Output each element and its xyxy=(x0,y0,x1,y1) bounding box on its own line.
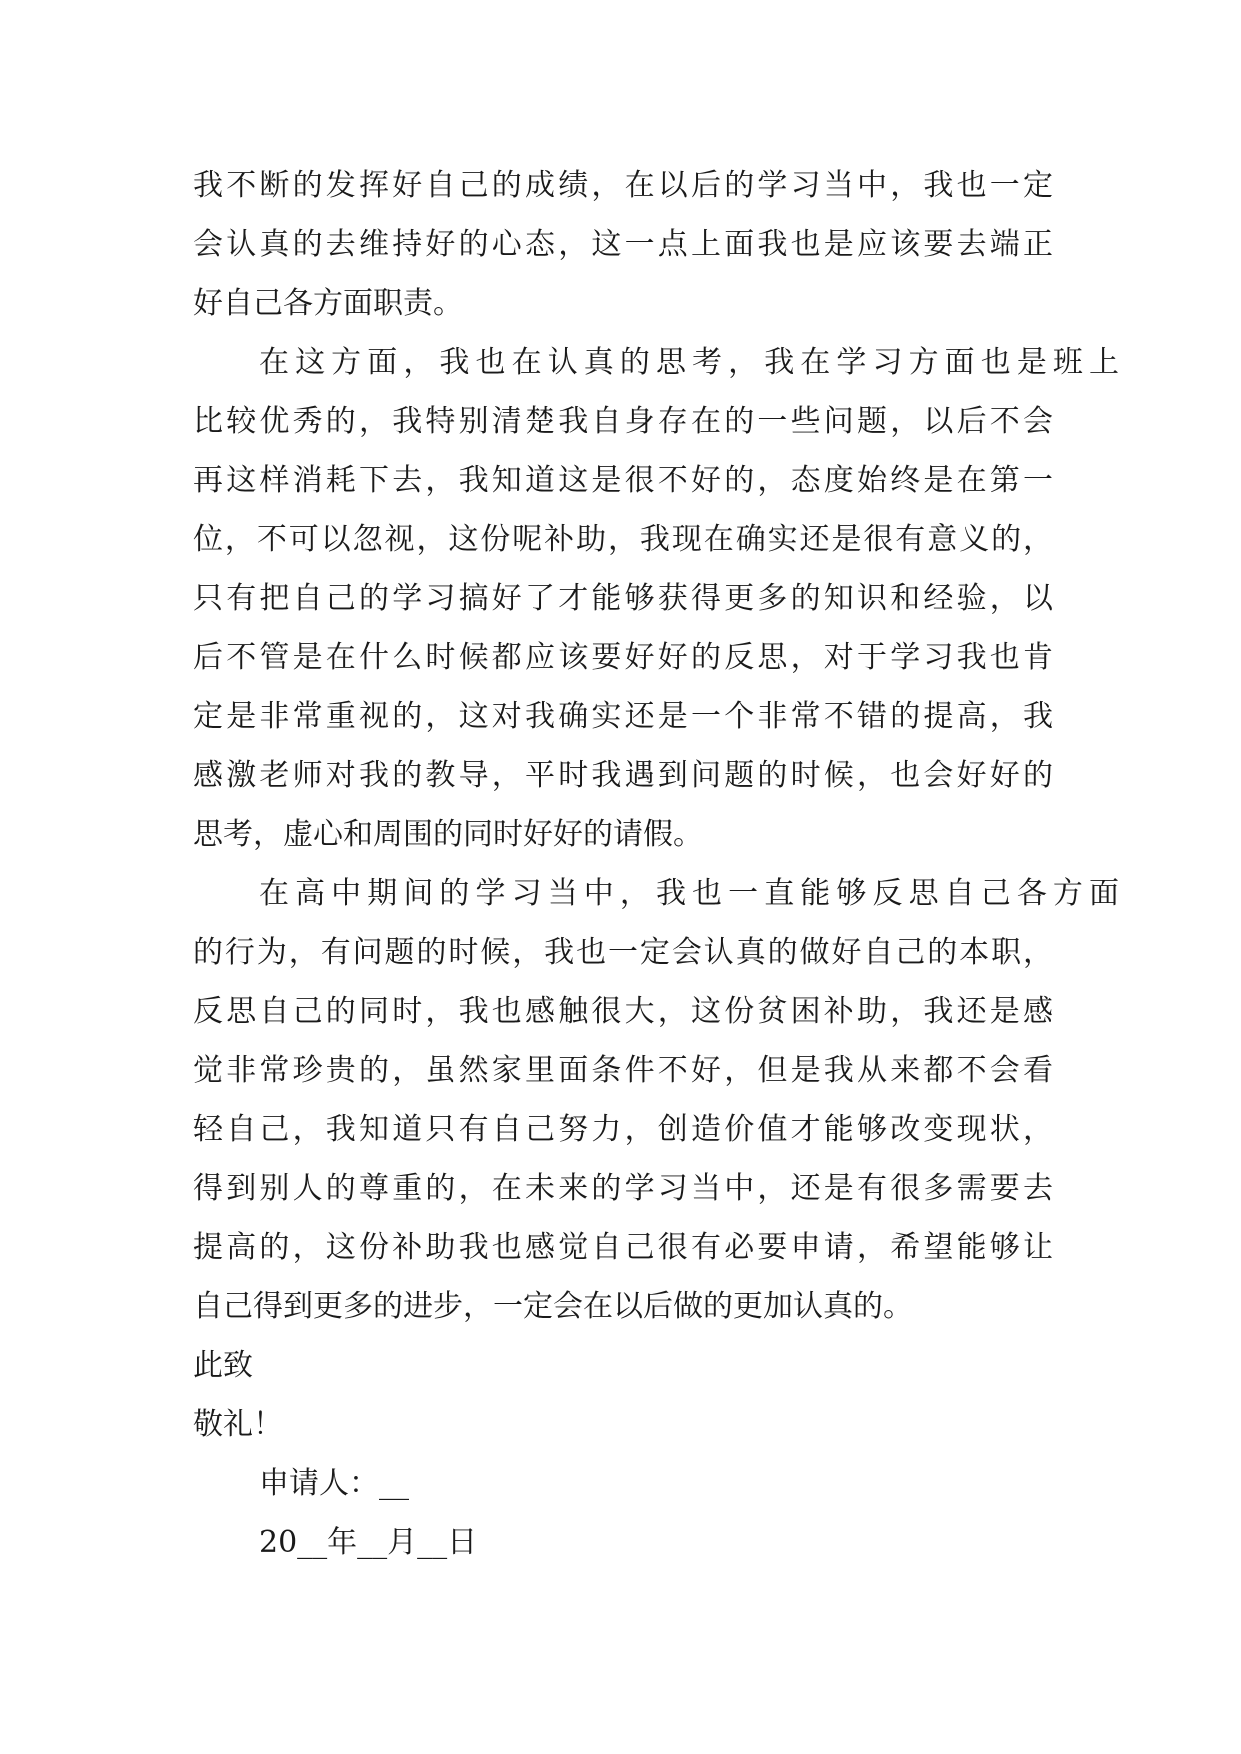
text-line: 后不管是在什么时候都应该要好好的反思，对于学习我也肯 xyxy=(193,640,1053,675)
text-line: 的行为，有问题的时候，我也一定会认真的做好自己的本职， xyxy=(193,935,1053,970)
text-line: 定是非常重视的，这对我确实还是一个非常不错的提高，我 xyxy=(193,699,1053,734)
letter-body xyxy=(193,156,1119,1572)
text-line: 觉非常珍贵的，虽然家里面条件不好，但是我从来都不会看 xyxy=(193,1053,1053,1088)
text-line: 轻自己，我知道只有自己努力，创造价值才能够改变现状， xyxy=(193,1112,1053,1147)
text-line: 我不断的发挥好自己的成绩，在以后的学习当中，我也一定 xyxy=(193,168,1053,203)
closing-salutation: 此致 xyxy=(193,1348,253,1383)
text-line: 好自己各方面职责。 xyxy=(193,286,463,321)
paragraph-first-line: 在高中期间的学习当中，我也一直能够反思自己各方面 xyxy=(259,876,1119,911)
text-line: 再这样消耗下去，我知道这是很不好的，态度始终是在第一 xyxy=(193,463,1053,498)
text-line: 感激老师对我的教导，平时我遇到问题的时候，也会好好的 xyxy=(193,758,1053,793)
date-line: 20__年__月__日 xyxy=(259,1525,478,1560)
applicant-signature-line: 申请人：__ xyxy=(259,1466,409,1501)
text-line: 自己得到更多的进步，一定会在以后做的更加认真的。 xyxy=(193,1289,913,1324)
text-line: 只有把自己的学习搞好了才能够获得更多的知识和经验，以 xyxy=(193,581,1053,616)
text-line: 得到别人的尊重的，在未来的学习当中，还是有很多需要去 xyxy=(193,1171,1053,1206)
text-line: 位，不可以忽视，这份呢补助，我现在确实还是很有意义的， xyxy=(193,522,1053,557)
text-line: 比较优秀的，我特别清楚我自身存在的一些问题，以后不会 xyxy=(193,404,1053,439)
text-line: 提高的，这份补助我也感觉自己很有必要申请，希望能够让 xyxy=(193,1230,1053,1265)
text-line: 思考，虚心和周围的同时好好的请假。 xyxy=(193,817,703,852)
closing-regards: 敬礼！ xyxy=(193,1407,283,1442)
paragraph-first-line: 在这方面，我也在认真的思考，我在学习方面也是班上 xyxy=(259,345,1119,380)
text-line: 会认真的去维持好的心态，这一点上面我也是应该要去端正 xyxy=(193,227,1053,262)
text-line: 反思自己的同时，我也感触很大，这份贫困补助，我还是感 xyxy=(193,994,1053,1029)
